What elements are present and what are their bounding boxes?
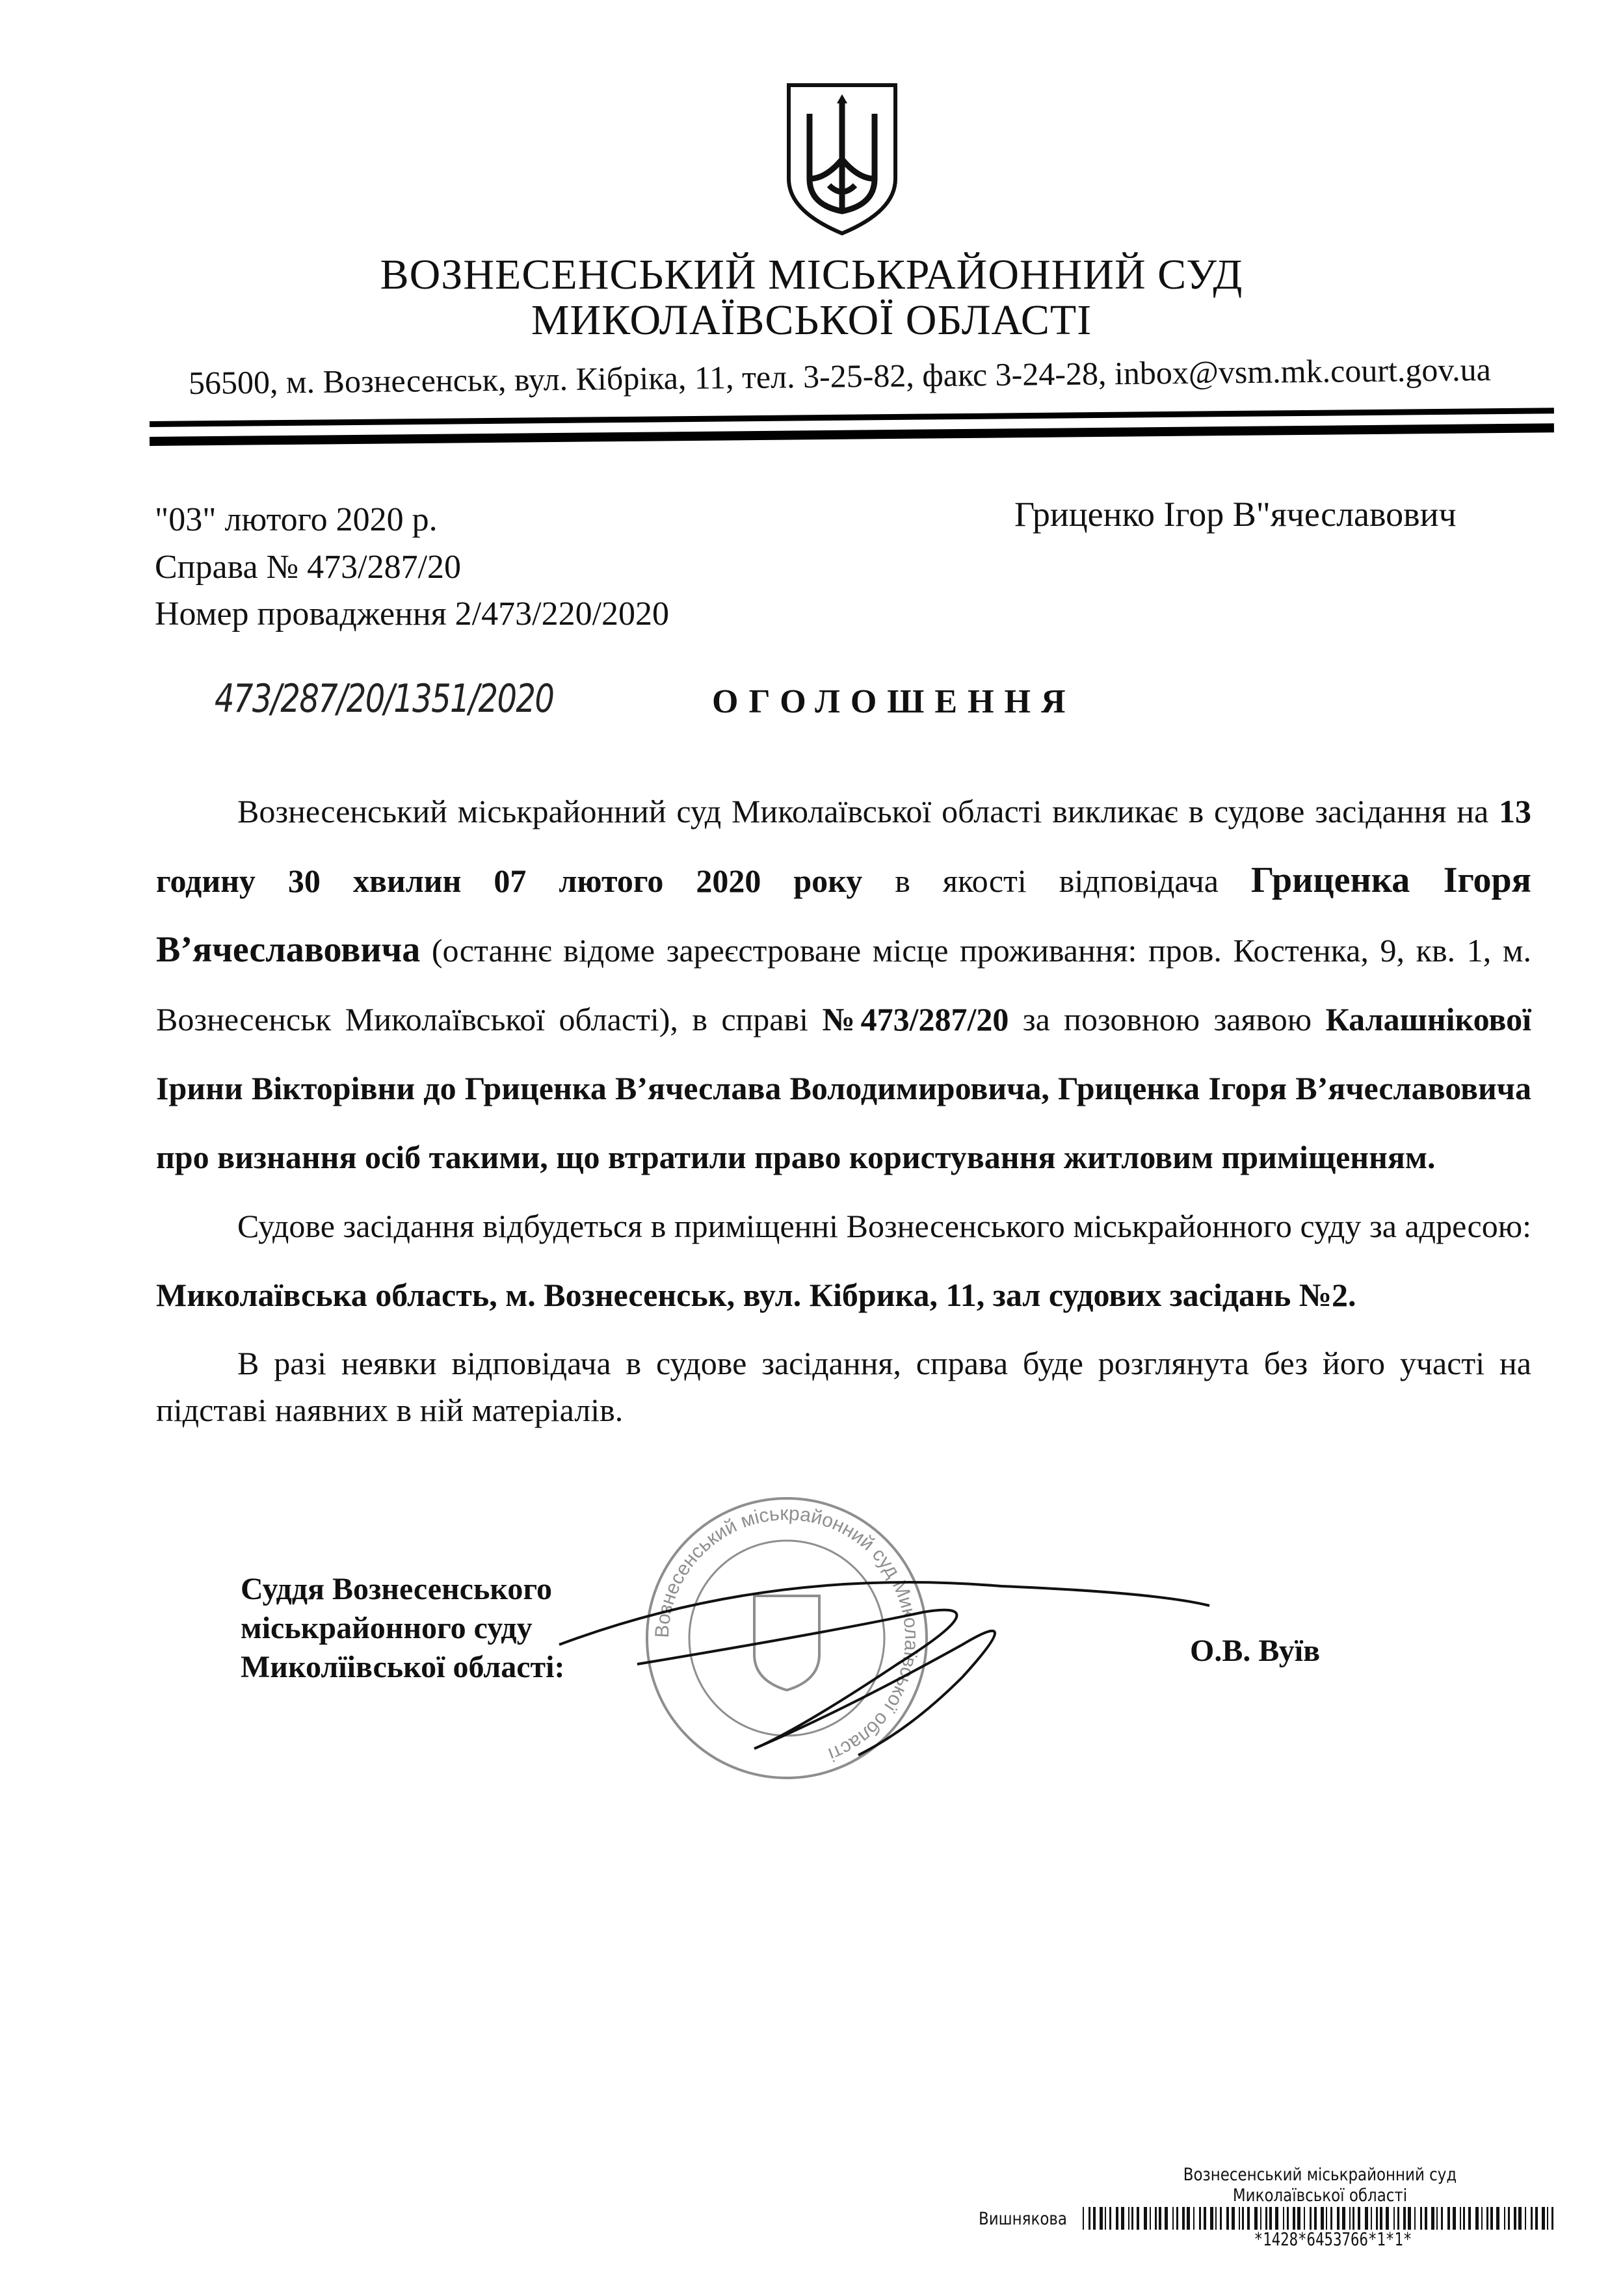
barcode-bar	[1242, 2207, 1244, 2230]
text: Судове засідання відбудеться в приміщенні Вознесенського міськрайонного суду за адресою:	[237, 1208, 1531, 1244]
svg-text:Вознесенський міськрайонний су: Вознесенський міськрайонний суд Миколаївської області	[651, 1502, 923, 1766]
barcode-bar	[1116, 2207, 1118, 2230]
judge-signature	[507, 1515, 1222, 1762]
barcode-bar	[1215, 2207, 1217, 2230]
barcode-bar	[1220, 2207, 1222, 2230]
barcode-bar	[1226, 2207, 1229, 2230]
barcode-bar	[1165, 2207, 1168, 2230]
barcode-bar	[1176, 2207, 1178, 2230]
barcode-bar	[1460, 2207, 1461, 2230]
barcode-bar	[1490, 2207, 1493, 2230]
court-name: ВОЗНЕСЕНСЬКИЙ МІСЬКРАЙОННИЙ СУД	[380, 251, 1243, 298]
barcode-bar	[1321, 2207, 1324, 2230]
barcode-bar	[1283, 2207, 1284, 2230]
trident-coat-of-arms-icon	[784, 81, 901, 237]
barcode-bar	[1159, 2207, 1161, 2230]
clerk-name: Вишнякова	[979, 2209, 1067, 2229]
barcode-bar	[1349, 2207, 1351, 2230]
barcode	[1083, 2207, 1561, 2230]
barcode-bar	[1481, 2207, 1483, 2230]
barcode-bar	[1475, 2207, 1479, 2230]
barcode-bar	[1551, 2207, 1553, 2230]
judge-title-line1: Суддя Вознесенського	[241, 1572, 552, 1606]
paragraph-location	[156, 1192, 1531, 1329]
barcode-bar	[1408, 2207, 1411, 2230]
text: за позовною заявою	[1009, 1001, 1326, 1037]
barcode-bar	[1431, 2207, 1434, 2230]
text: в якості відповідача	[862, 863, 1251, 899]
barcode-bar	[1441, 2207, 1443, 2230]
barcode-bar	[1287, 2207, 1289, 2230]
barcode-bar	[1144, 2207, 1147, 2230]
barcode-bar	[1260, 2207, 1261, 2230]
barcode-bar	[1150, 2207, 1151, 2230]
barcode-bar	[1342, 2207, 1345, 2230]
barcode-bar	[1275, 2207, 1278, 2230]
barcode-bar	[1496, 2207, 1499, 2230]
barcode-bar	[1420, 2207, 1422, 2230]
barcode-bar	[1293, 2207, 1295, 2230]
text: Вознесенський міськрайонний суд Миколаївської області викликає в судове засідання на	[237, 793, 1499, 829]
header-rule-thin	[150, 408, 1554, 427]
barcode-bar	[1371, 2207, 1372, 2230]
case-ref: №473/287/20	[822, 1001, 1009, 1037]
barcode-bar	[1089, 2207, 1090, 2230]
document-date: "03" лютого 2020 р.	[155, 501, 438, 538]
barcode-bar	[1204, 2207, 1206, 2230]
barcode-bar	[1265, 2207, 1267, 2230]
barcode-bar	[1093, 2207, 1096, 2230]
barcode-bar	[1232, 2207, 1235, 2230]
paragraph-absence: В разі неявки відповідача в судове засідання, справа буде розглянута без його участі на підставі наявних в ній матеріалів.	[156, 1345, 1531, 1428]
barcode-bar	[1193, 2207, 1194, 2230]
court-address: 56500, м. Вознесенськ, вул. Кібріка, 11, тел. 3-25-82, факс 3-24-28, inbox@vsm.mk.court.gov.ua	[188, 351, 1492, 401]
hearing-datetime: 13 годину 30 хвилин 07 лютого 2020 року	[156, 793, 1531, 899]
barcode-bar	[1109, 2207, 1111, 2230]
barcode-bar	[1535, 2207, 1538, 2230]
barcode-bar	[1518, 2207, 1522, 2230]
barcode-bar	[1358, 2207, 1360, 2230]
barcode-bar	[1447, 2207, 1450, 2230]
case-number: Справа № 473/287/20	[155, 549, 462, 586]
handwritten-registration-number: 473/287/20/1351/2020	[215, 676, 554, 722]
barcode-bar	[1542, 2207, 1545, 2230]
barcode-bar	[1137, 2207, 1139, 2230]
barcode-bar	[1393, 2207, 1395, 2230]
barcode-bar	[1531, 2207, 1533, 2230]
judge-title-line3: Миколїівської області:	[241, 1650, 565, 1684]
barcode-bar	[1514, 2207, 1516, 2230]
barcode-bar	[1297, 2207, 1300, 2230]
recipient-name: Гриценко Ігор В"ячеславович	[1014, 495, 1457, 534]
barcode-bar	[1326, 2207, 1327, 2230]
barcode-bar	[1155, 2207, 1157, 2230]
barcode-bar	[1453, 2207, 1456, 2230]
barcode-bar	[1468, 2207, 1471, 2230]
barcode-bar	[1386, 2207, 1389, 2230]
barcode-bar	[1121, 2207, 1124, 2230]
barcode-number: *1428*6453766*1*1*	[1254, 2228, 1412, 2250]
barcode-bar	[1436, 2207, 1438, 2230]
claim-description: Калашнікової Ірини Вікторівни до Гриценка В’ячеслава Володимировича, Гриценка Ігоря В’ячеславовича про визнання осіб такими, що втратили право користування житловим приміщенням.	[156, 1001, 1531, 1175]
text: (останнє відоме зареєстроване місце проживання: пров. Костенка, 9, кв. 1, м. Вознесенськ Миколаївської області), в справі	[156, 932, 1531, 1037]
barcode-bar	[1182, 2207, 1185, 2230]
hearing-location: Миколаївська область, м. Вознесенськ, вул. Кібрика, 11, зал судових засідань №2.	[156, 1277, 1356, 1313]
barcode-bar	[1310, 2207, 1312, 2230]
barcode-bar	[1172, 2207, 1174, 2230]
barcode-bar	[1100, 2207, 1103, 2230]
document-heading: ОГОЛОШЕННЯ	[712, 683, 1076, 720]
barcode-bar	[1314, 2207, 1317, 2230]
proceeding-number: Номер провадження 2/473/220/2020	[155, 595, 670, 633]
barcode-bar	[1269, 2207, 1272, 2230]
barcode-bar	[1525, 2207, 1526, 2230]
barcode-bar	[1131, 2207, 1133, 2230]
paragraph-summons	[156, 777, 1531, 1192]
barcode-bar	[1486, 2207, 1488, 2230]
judge-title-line2: міськрайонного суду	[241, 1611, 533, 1645]
barcode-bar	[1187, 2207, 1190, 2230]
barcode-bar	[1330, 2207, 1332, 2230]
barcode-bar	[1414, 2207, 1416, 2230]
barcode-bar	[1337, 2207, 1339, 2230]
barcode-bar	[1504, 2207, 1505, 2230]
court-region: МИКОЛАЇВСЬКОЇ ОБЛАСТІ	[531, 296, 1092, 344]
barcode-bar	[1247, 2207, 1250, 2230]
barcode-bar	[1508, 2207, 1510, 2230]
barcode-bar	[1376, 2207, 1378, 2230]
barcode-bar	[1083, 2207, 1084, 2230]
barcode-bar	[1397, 2207, 1399, 2230]
barcode-bar	[1239, 2207, 1240, 2230]
barcode-bar	[1199, 2207, 1201, 2230]
barcode-bar	[1105, 2207, 1106, 2230]
barcode-bar	[1425, 2207, 1427, 2230]
barcode-bar	[1304, 2207, 1305, 2230]
barcode-bar	[1403, 2207, 1406, 2230]
footer-court-name: Вознесенський міськрайонний суд	[1183, 2165, 1457, 2185]
barcode-bar	[1380, 2207, 1382, 2230]
header-rule-thick	[150, 423, 1554, 446]
barcode-bar	[1547, 2207, 1548, 2230]
footer-court-region: Миколаївської області	[1232, 2185, 1408, 2206]
judge-name: О.В. Вуїв	[1190, 1634, 1320, 1668]
defendant-name: Гриценка Ігоря В’ячеславовича	[156, 860, 1531, 970]
barcode-bar	[1254, 2207, 1258, 2230]
barcode-bar	[1352, 2207, 1354, 2230]
barcode-bar	[1210, 2207, 1213, 2230]
barcode-bar	[1365, 2207, 1368, 2230]
signature-block	[241, 1570, 564, 1687]
notice-body	[156, 777, 1531, 1433]
barcode-bar	[1128, 2207, 1129, 2230]
barcode-bar	[1463, 2207, 1465, 2230]
